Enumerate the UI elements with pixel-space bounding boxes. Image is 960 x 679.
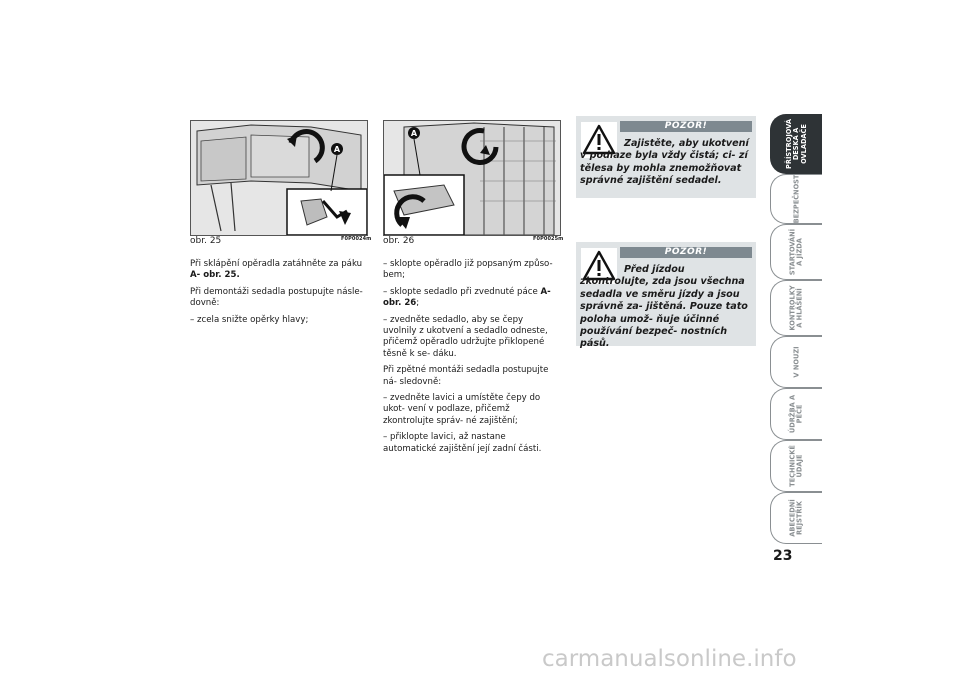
paragraph xyxy=(190,259,366,282)
figure-26 xyxy=(383,120,561,236)
paragraph-text: – sklopte sedadlo při zvednuté páce xyxy=(383,286,541,297)
figure-25-label: A xyxy=(333,145,341,154)
watermark: carmanualsonline.info xyxy=(542,646,797,672)
tab-label: BEZPEČNOST xyxy=(791,174,800,224)
paragraph: Při demontáži sedadla postupujte násle- dovně: xyxy=(190,286,363,309)
figure-reference: A- obr. 26 xyxy=(383,286,551,309)
tab-label: ÚDRŽBA A PÉČE xyxy=(788,394,804,434)
text-column-2 xyxy=(383,259,559,460)
tab-kontrolky[interactable] xyxy=(770,280,822,336)
paragraph: – sklopte opěradlo již popsaným způso- bem; xyxy=(383,259,553,281)
warning-text: Před jízdou zkontrolujte, zda jsou všechna sedadla ve směru jízdy a jsou správně za- jištěná. Pouze tato poloha umož- ňuje účinné používání bezpeč- nostních pásů. xyxy=(580,264,748,350)
figure-26-code: F0P0025m xyxy=(533,236,564,242)
paragraph-text: ; xyxy=(416,298,420,309)
figure-25-illustration xyxy=(191,121,367,235)
tab-abecedni-rejstrik[interactable] xyxy=(770,492,822,544)
tab-v-nouzi[interactable] xyxy=(770,336,822,388)
tab-label: KONTROLKY A HLÁŠENÍ xyxy=(788,285,804,331)
tab-startovani[interactable] xyxy=(770,224,822,280)
figure-25-caption: obr. 25 xyxy=(190,236,222,246)
warning-box-1 xyxy=(576,116,756,198)
figure-26-caption: obr. 26 xyxy=(383,236,415,246)
tab-bezpecnost[interactable] xyxy=(770,174,822,224)
figure-25-code: F0P0024m xyxy=(341,236,372,242)
warning-text: Zajistěte, aby ukotvení v podlaze byla vždy čistá; ci- zí tělesa by mohla znemožňovat správné zajištění sedadel. xyxy=(580,138,749,187)
paragraph xyxy=(383,287,559,310)
paragraph-text: Při sklápění opěradla zatáhněte za páku xyxy=(190,259,363,269)
warning-title: POZOR! xyxy=(620,121,752,132)
tab-pristrojova-deska[interactable] xyxy=(770,114,822,174)
text-column-1 xyxy=(190,259,366,331)
figure-26-illustration xyxy=(384,121,560,235)
paragraph: – přiklopte lavici, až nastane automatické zajištění její zadní části. xyxy=(383,432,542,454)
page-number: 23 xyxy=(773,548,793,564)
paragraph: – zvedněte sedadlo, aby se čepy uvolnily z ukotvení a sedadlo odneste, přičemž opěradlo udržujte přiklopené těsně k se- dáku. xyxy=(383,314,548,359)
figure-26-label: A xyxy=(410,129,418,138)
warning-box-2 xyxy=(576,242,756,350)
paragraph: – zvedněte lavici a umístěte čepy do ukot- vení v podlaze, přičemž zkontrolujte správ- né zajištění; xyxy=(383,393,541,426)
tab-label: V NOUZI xyxy=(791,346,800,378)
figure-reference: A- obr. 25. xyxy=(190,270,240,281)
figure-25 xyxy=(190,120,368,236)
tab-label: PŘÍSTROJOVÁ DESKA A OVLADAČE xyxy=(784,119,808,169)
paragraph: – zcela snižte opěrky hlavy; xyxy=(190,314,309,325)
tab-label: TECHNICKÉ ÚDAJE xyxy=(788,445,804,487)
tab-udrzba[interactable] xyxy=(770,388,822,440)
tab-label: STARTOVÁNÍ A JÍZDA xyxy=(788,228,804,276)
tab-technicke-udaje[interactable] xyxy=(770,440,822,492)
tab-label: ABECEDNÍ REJSTŘÍK xyxy=(788,499,804,537)
warning-title: POZOR! xyxy=(620,247,752,258)
paragraph: Při zpětné montáži sedadla postupujte ná- sledovně: xyxy=(383,365,549,387)
